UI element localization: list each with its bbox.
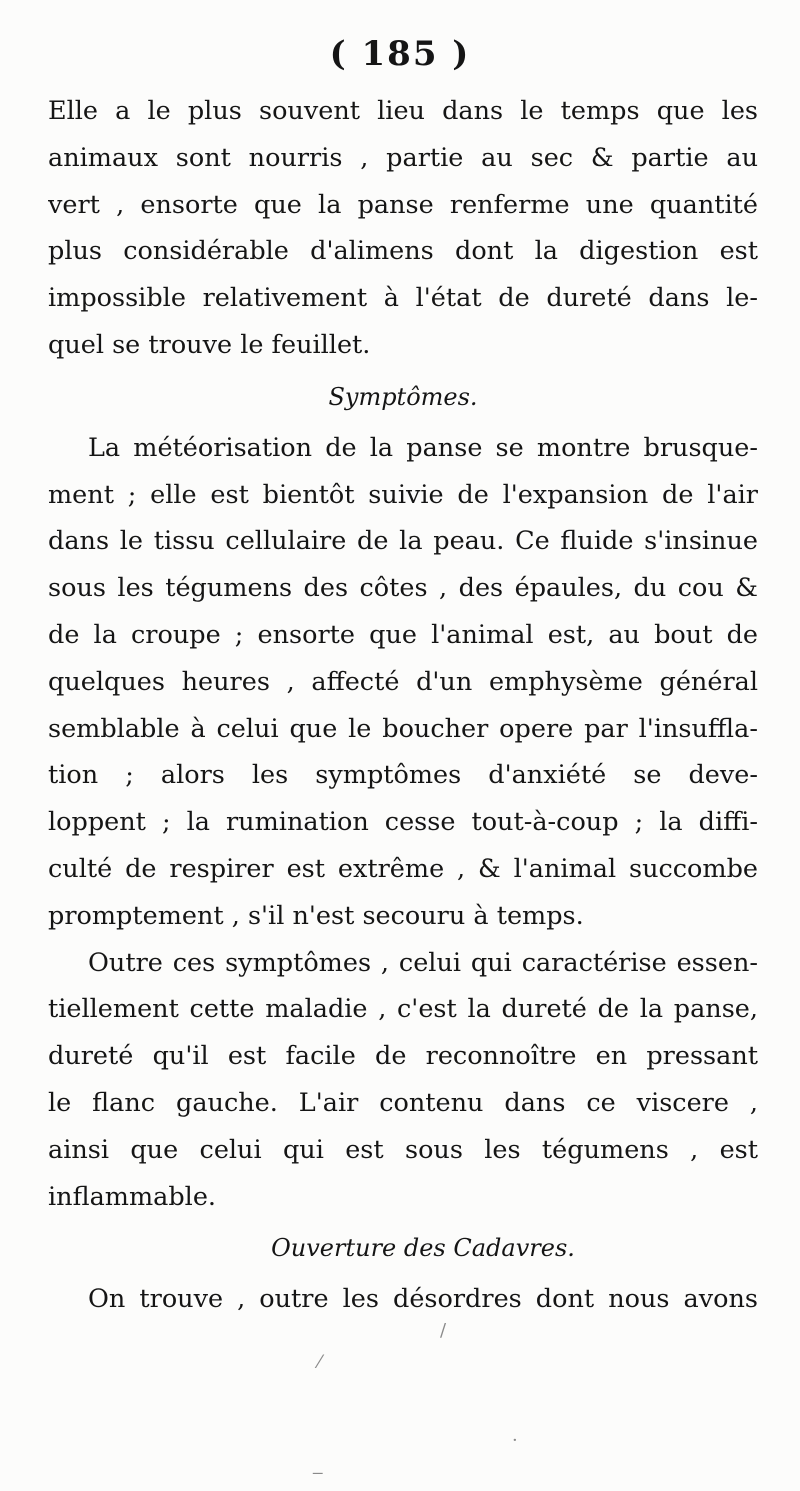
text-line: dureté qu'il est facile de reconnoître en pressant — [48, 1041, 758, 1072]
text-line: semblable à celui que le boucher opere par l'insuffla- — [48, 713, 758, 744]
section-heading-symptomes: Symptômes. — [328, 382, 478, 411]
text-line: culté de respirer est extrême , & l'animal succombe — [48, 853, 758, 884]
text-line: quelques heures , affecté d'un emphysème général — [48, 666, 758, 697]
text-line: de la croupe ; ensorte que l'animal est, au bout de — [48, 619, 758, 650]
text-line: inflammable. — [48, 1181, 217, 1212]
text-line: La météorisation de la panse se montre brusque- — [88, 432, 758, 463]
text-line: sous les tégumens des côtes , des épaules, du cou & — [48, 573, 758, 604]
paragraph-1 — [48, 88, 758, 369]
text-line: quel se trouve le feuillet. — [48, 329, 371, 360]
page-number: ( 185 ) — [329, 34, 471, 74]
scan-speck: / — [440, 1320, 447, 1341]
text-line: Elle a le plus souvent lieu dans le temps que les — [48, 96, 758, 126]
text-line: plus considérable d'alimens dont la digestion est — [48, 236, 758, 267]
text-line: promptement , s'il n'est secouru à temps. — [48, 900, 584, 931]
text-line: dans le tissu cellulaire de la peau. Ce fluide s'insinue — [48, 526, 758, 557]
text-line: loppent ; la rumination cesse tout-à-coup ; la diffi- — [48, 807, 758, 838]
body-text — [48, 88, 758, 1323]
scan-speck: ⁄ — [318, 1352, 322, 1373]
text-line: impossible relativement à l'état de dureté dans le- — [48, 283, 758, 314]
text-line: ainsi que celui qui est sous les tégumens , est — [48, 1134, 758, 1165]
paragraph-4 — [48, 1276, 758, 1323]
text-line: le flanc gauche. L'air contenu dans ce viscere , — [48, 1087, 758, 1118]
scan-speck: ‒ — [312, 1462, 324, 1483]
text-line: vert , ensorte que la panse renferme une quantité — [48, 189, 758, 220]
paragraph-2 — [48, 425, 758, 940]
paragraph-3 — [48, 940, 758, 1221]
text-line: On trouve , outre les désordres dont nous avons — [88, 1284, 758, 1315]
text-line: animaux sont nourris , partie au sec & partie au — [48, 142, 758, 173]
text-line: ment ; elle est bientôt suivie de l'expansion de l'air — [48, 479, 758, 510]
text-line: tiellement cette maladie , c'est la dureté de la panse, — [48, 994, 758, 1025]
section-heading-ouverture: Ouverture des Cadavres. — [271, 1234, 575, 1263]
text-line: Outre ces symptômes , celui qui caractérise essen- — [88, 947, 758, 978]
scan-speck: · — [512, 1430, 518, 1451]
text-line: tion ; alors les symptômes d'anxiété se deve- — [48, 760, 758, 791]
